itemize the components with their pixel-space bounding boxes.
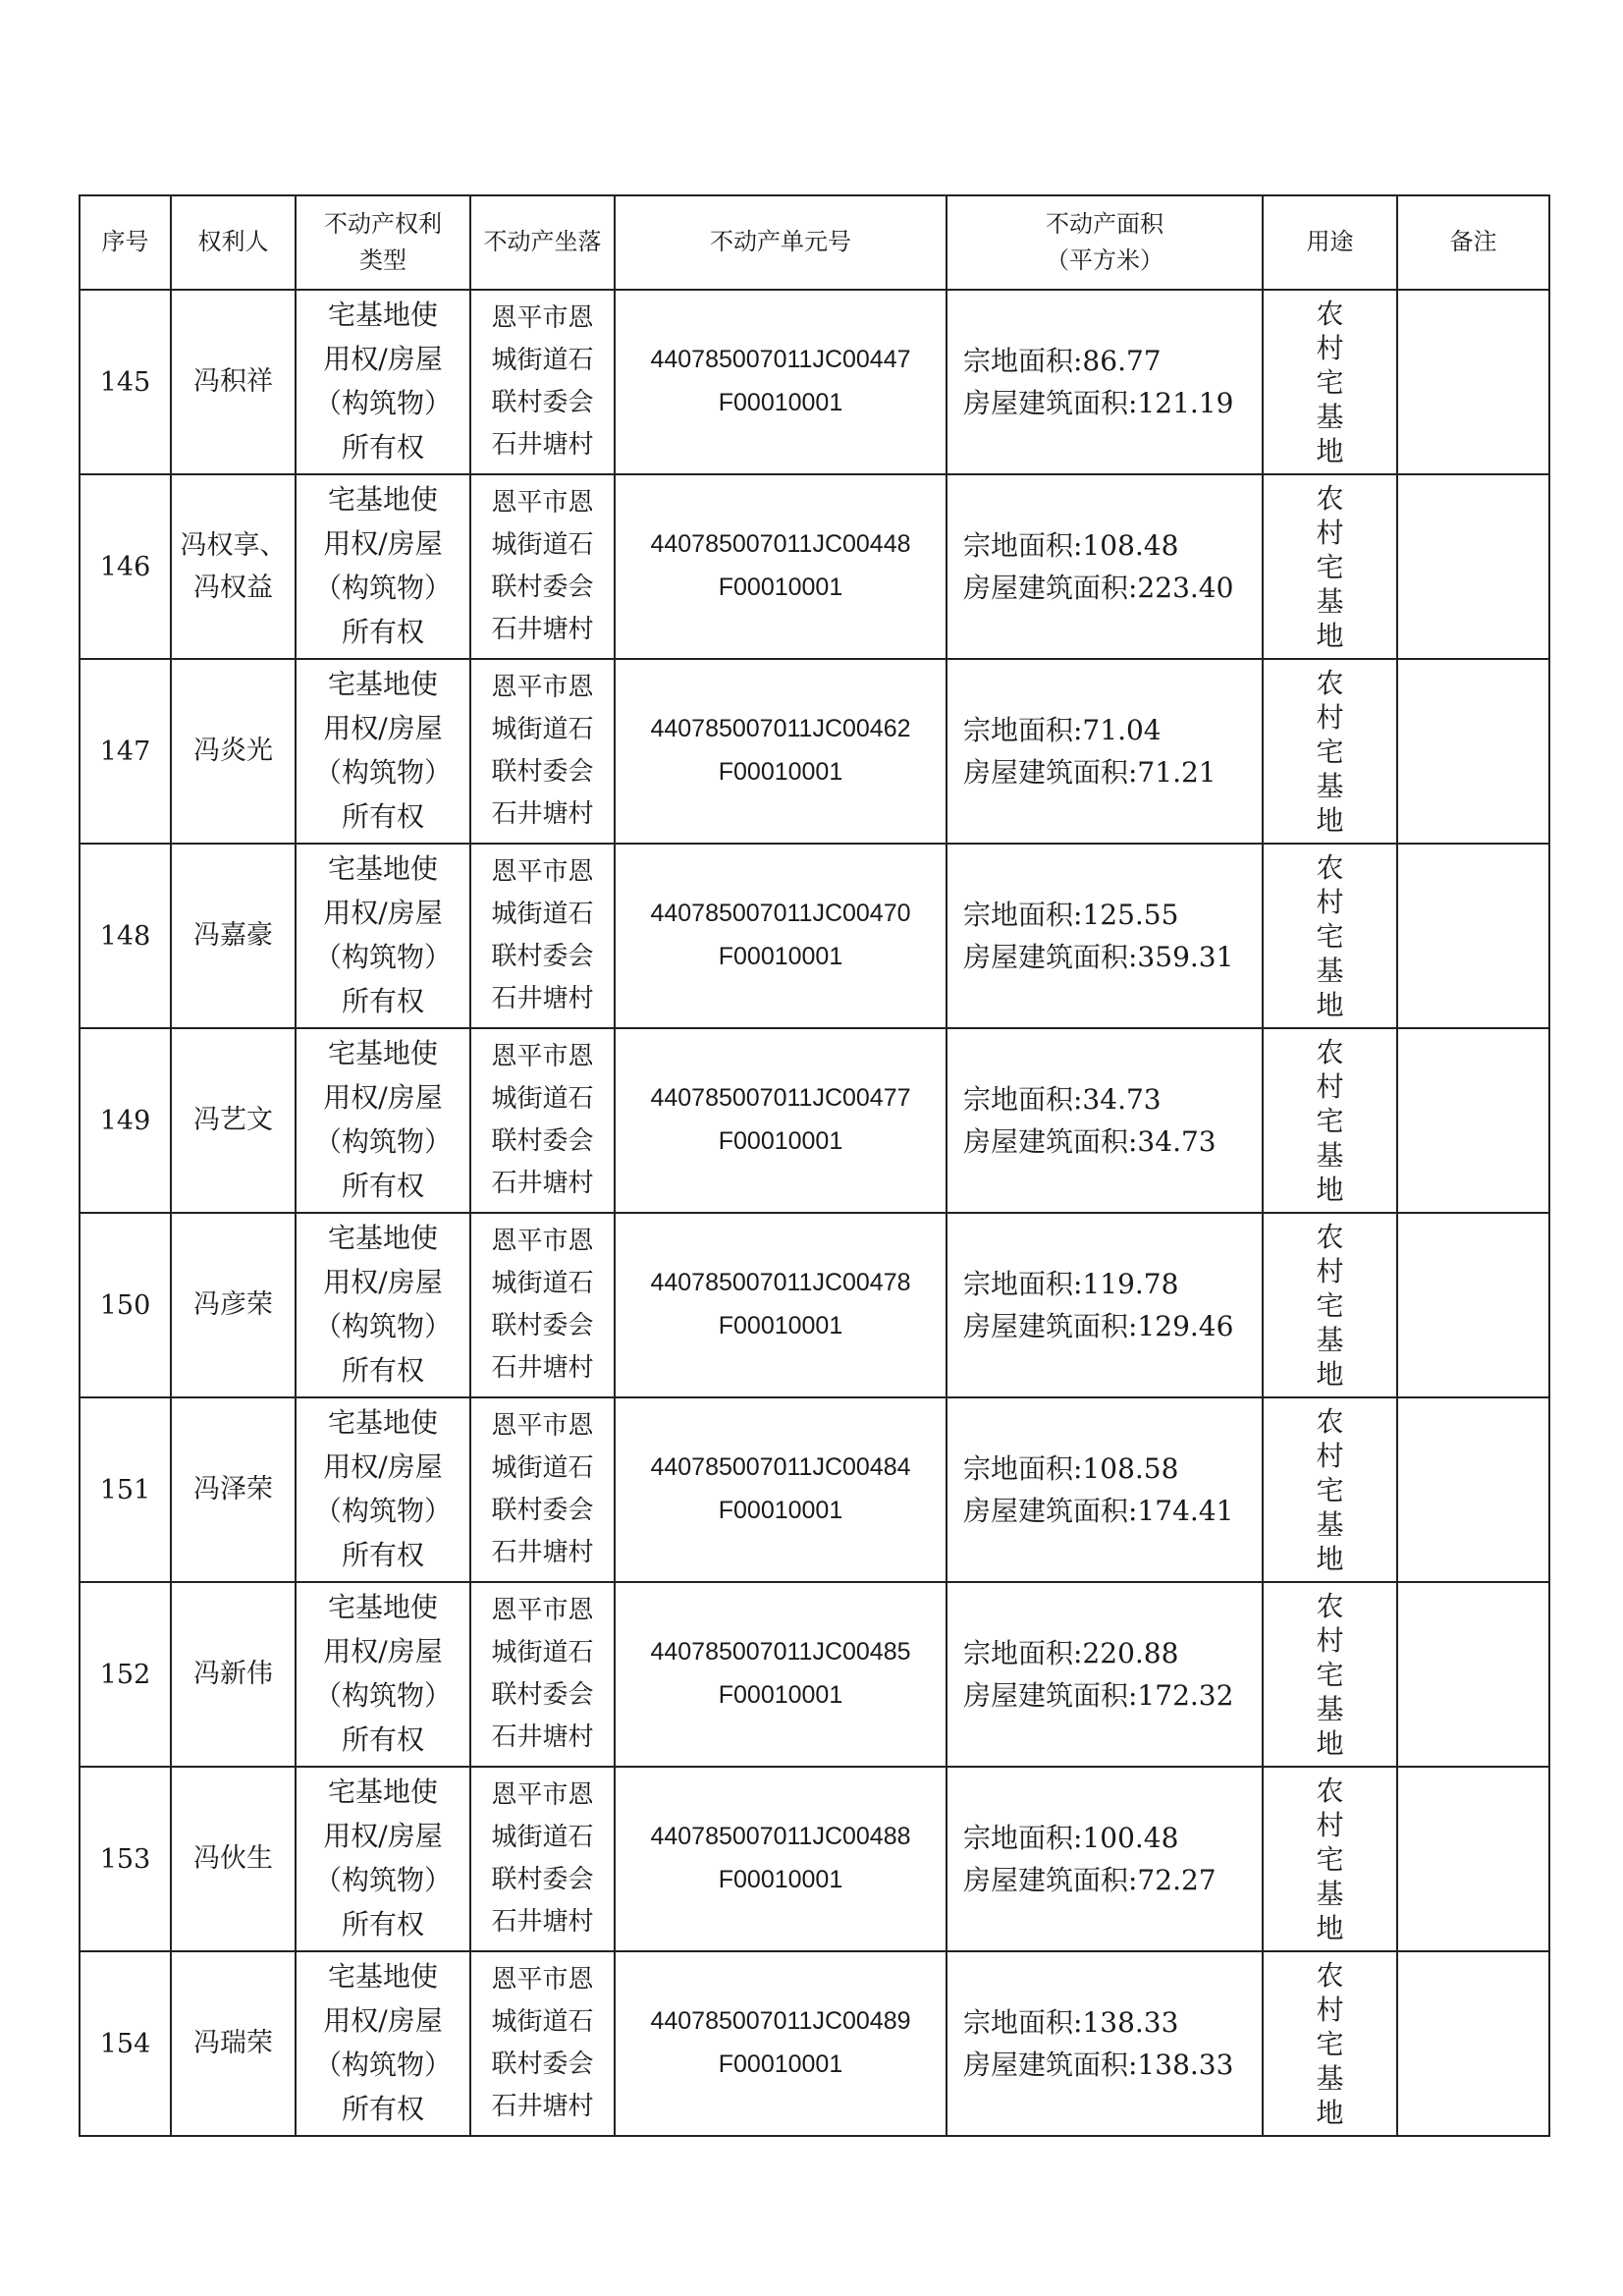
row-usage: 农 村 宅 基 地 [1263, 1767, 1397, 1951]
row-land-area: 宗地面积:108.58 [963, 1451, 1179, 1485]
header-seq: 序号 [80, 195, 171, 290]
row-area [947, 1028, 1263, 1213]
header-holder: 权利人 [171, 195, 296, 290]
row-seq: 154 [80, 1951, 171, 2136]
row-holder: 冯彦荣 [171, 1213, 296, 1397]
row-unit-no [615, 1028, 947, 1213]
row-remark [1397, 659, 1549, 844]
row-land-area: 宗地面积:86.77 [963, 344, 1162, 377]
row-usage: 农 村 宅 基 地 [1263, 1951, 1397, 2136]
row-unit-no [615, 659, 947, 844]
row-location: 恩平市恩 城街道石 联村委会 石井塘村 [470, 1213, 615, 1397]
row-holder: 冯权享、 冯权益 [171, 474, 296, 659]
table-row [80, 1028, 1549, 1213]
row-seq: 153 [80, 1767, 171, 1951]
row-location: 恩平市恩 城街道石 联村委会 石井塘村 [470, 659, 615, 844]
row-seq: 150 [80, 1213, 171, 1397]
row-usage: 农 村 宅 基 地 [1263, 1397, 1397, 1582]
table-row [80, 1397, 1549, 1582]
row-remark [1397, 1582, 1549, 1767]
row-unit-no-line2: F00010001 [718, 758, 843, 786]
table-row [80, 290, 1549, 474]
row-holder: 冯伙生 [171, 1767, 296, 1951]
row-area [947, 290, 1263, 474]
table-row [80, 659, 1549, 844]
row-location: 恩平市恩 城街道石 联村委会 石井塘村 [470, 1028, 615, 1213]
row-remark [1397, 290, 1549, 474]
row-unit-no-line2: F00010001 [718, 1497, 843, 1524]
row-building-area: 房屋建筑面积:359.31 [963, 941, 1234, 973]
row-area [947, 1582, 1263, 1767]
row-right-type: 宅基地使 用权/房屋 （构筑物） 所有权 [296, 1213, 470, 1397]
row-right-type: 宅基地使 用权/房屋 （构筑物） 所有权 [296, 1951, 470, 2136]
row-unit-no-line2: F00010001 [718, 1866, 843, 1893]
row-holder: 冯炎光 [171, 659, 296, 844]
row-right-type: 宅基地使 用权/房屋 （构筑物） 所有权 [296, 290, 470, 474]
row-unit-no-line1: 440785007011JC00485 [650, 1638, 911, 1667]
row-building-area: 房屋建筑面积:72.27 [963, 1864, 1217, 1896]
row-seq: 146 [80, 474, 171, 659]
row-unit-no-line1: 440785007011JC00484 [650, 1453, 911, 1482]
row-area [947, 844, 1263, 1028]
row-unit-no [615, 1951, 947, 2136]
row-area [947, 659, 1263, 844]
row-right-type: 宅基地使 用权/房屋 （构筑物） 所有权 [296, 844, 470, 1028]
row-seq: 148 [80, 844, 171, 1028]
table-row [80, 844, 1549, 1028]
row-unit-no-line2: F00010001 [718, 2050, 843, 2078]
row-location: 恩平市恩 城街道石 联村委会 石井塘村 [470, 844, 615, 1028]
row-right-type: 宅基地使 用权/房屋 （构筑物） 所有权 [296, 1028, 470, 1213]
row-remark [1397, 474, 1549, 659]
row-usage: 农 村 宅 基 地 [1263, 1028, 1397, 1213]
row-right-type: 宅基地使 用权/房屋 （构筑物） 所有权 [296, 659, 470, 844]
row-unit-no-line1: 440785007011JC00478 [650, 1269, 911, 1297]
row-unit-no [615, 290, 947, 474]
row-usage: 农 村 宅 基 地 [1263, 474, 1397, 659]
header-location: 不动产坐落 [470, 195, 615, 290]
row-usage: 农 村 宅 基 地 [1263, 659, 1397, 844]
row-location: 恩平市恩 城街道石 联村委会 石井塘村 [470, 474, 615, 659]
row-unit-no [615, 844, 947, 1028]
row-seq: 151 [80, 1397, 171, 1582]
table-row [80, 474, 1549, 659]
row-holder: 冯嘉豪 [171, 844, 296, 1028]
table-row [80, 1767, 1549, 1951]
row-land-area: 宗地面积:119.78 [963, 1267, 1179, 1300]
row-seq: 147 [80, 659, 171, 844]
row-land-area: 宗地面积:220.88 [963, 1636, 1179, 1669]
row-unit-no-line1: 440785007011JC00477 [650, 1084, 911, 1113]
row-land-area: 宗地面积:108.48 [963, 528, 1179, 562]
row-seq: 149 [80, 1028, 171, 1213]
row-unit-no-line2: F00010001 [718, 1312, 843, 1339]
row-land-area: 宗地面积:125.55 [963, 898, 1179, 931]
row-holder: 冯积祥 [171, 290, 296, 474]
row-unit-no-line1: 440785007011JC00488 [650, 1823, 911, 1851]
row-area [947, 1767, 1263, 1951]
row-area [947, 1213, 1263, 1397]
header-remark: 备注 [1397, 195, 1549, 290]
header-usage: 用途 [1263, 195, 1397, 290]
row-area [947, 1951, 1263, 2136]
row-remark [1397, 1028, 1549, 1213]
row-usage: 农 村 宅 基 地 [1263, 1582, 1397, 1767]
row-building-area: 房屋建筑面积:172.32 [963, 1679, 1234, 1712]
row-land-area: 宗地面积:34.73 [963, 1082, 1162, 1116]
row-right-type: 宅基地使 用权/房屋 （构筑物） 所有权 [296, 1767, 470, 1951]
row-seq: 152 [80, 1582, 171, 1767]
row-unit-no [615, 1767, 947, 1951]
header-right-type: 不动产权利 类型 [296, 195, 470, 290]
row-remark [1397, 844, 1549, 1028]
row-unit-no [615, 1213, 947, 1397]
row-holder: 冯泽荣 [171, 1397, 296, 1582]
header-unit-no: 不动产单元号 [615, 195, 947, 290]
row-building-area: 房屋建筑面积:34.73 [963, 1125, 1217, 1158]
row-land-area: 宗地面积:100.48 [963, 1821, 1179, 1854]
row-building-area: 房屋建筑面积:129.46 [963, 1310, 1234, 1342]
row-remark [1397, 1767, 1549, 1951]
row-holder: 冯艺文 [171, 1028, 296, 1213]
row-land-area: 宗地面积:71.04 [963, 713, 1162, 746]
row-location: 恩平市恩 城街道石 联村委会 石井塘村 [470, 1582, 615, 1767]
row-usage: 农 村 宅 基 地 [1263, 1213, 1397, 1397]
header-area: 不动产面积 （平方米） [947, 195, 1263, 290]
row-building-area: 房屋建筑面积:174.41 [963, 1495, 1234, 1527]
row-location: 恩平市恩 城街道石 联村委会 石井塘村 [470, 1767, 615, 1951]
row-right-type: 宅基地使 用权/房屋 （构筑物） 所有权 [296, 474, 470, 659]
row-unit-no-line1: 440785007011JC00447 [650, 346, 911, 374]
row-unit-no-line2: F00010001 [718, 943, 843, 970]
row-area [947, 1397, 1263, 1582]
row-unit-no-line1: 440785007011JC00489 [650, 2007, 911, 2036]
row-remark [1397, 1951, 1549, 2136]
row-remark [1397, 1213, 1549, 1397]
row-seq: 145 [80, 290, 171, 474]
row-building-area: 房屋建筑面积:138.33 [963, 2049, 1234, 2081]
row-location: 恩平市恩 城街道石 联村委会 石井塘村 [470, 1397, 615, 1582]
table-body [80, 290, 1549, 2136]
row-unit-no [615, 474, 947, 659]
row-right-type: 宅基地使 用权/房屋 （构筑物） 所有权 [296, 1582, 470, 1767]
row-building-area: 房屋建筑面积:121.19 [963, 387, 1234, 419]
row-unit-no-line2: F00010001 [718, 389, 843, 416]
table-header-row [80, 195, 1549, 290]
row-location: 恩平市恩 城街道石 联村委会 石井塘村 [470, 1951, 615, 2136]
row-unit-no-line1: 440785007011JC00462 [650, 715, 911, 743]
row-area [947, 474, 1263, 659]
row-building-area: 房屋建筑面积:71.21 [963, 756, 1217, 789]
row-unit-no-line1: 440785007011JC00470 [650, 900, 911, 928]
row-holder: 冯瑞荣 [171, 1951, 296, 2136]
row-unit-no [615, 1397, 947, 1582]
row-land-area: 宗地面积:138.33 [963, 2005, 1179, 2039]
row-usage: 农 村 宅 基 地 [1263, 844, 1397, 1028]
property-register-table [79, 194, 1550, 2137]
row-unit-no-line2: F00010001 [718, 574, 843, 601]
table-row [80, 1582, 1549, 1767]
table-row [80, 1951, 1549, 2136]
row-unit-no [615, 1582, 947, 1767]
row-right-type: 宅基地使 用权/房屋 （构筑物） 所有权 [296, 1397, 470, 1582]
row-unit-no-line2: F00010001 [718, 1681, 843, 1709]
row-unit-no-line1: 440785007011JC00448 [650, 530, 911, 559]
row-building-area: 房屋建筑面积:223.40 [963, 572, 1234, 604]
row-location: 恩平市恩 城街道石 联村委会 石井塘村 [470, 290, 615, 474]
row-usage: 农 村 宅 基 地 [1263, 290, 1397, 474]
row-holder: 冯新伟 [171, 1582, 296, 1767]
row-remark [1397, 1397, 1549, 1582]
table-row [80, 1213, 1549, 1397]
row-unit-no-line2: F00010001 [718, 1127, 843, 1155]
